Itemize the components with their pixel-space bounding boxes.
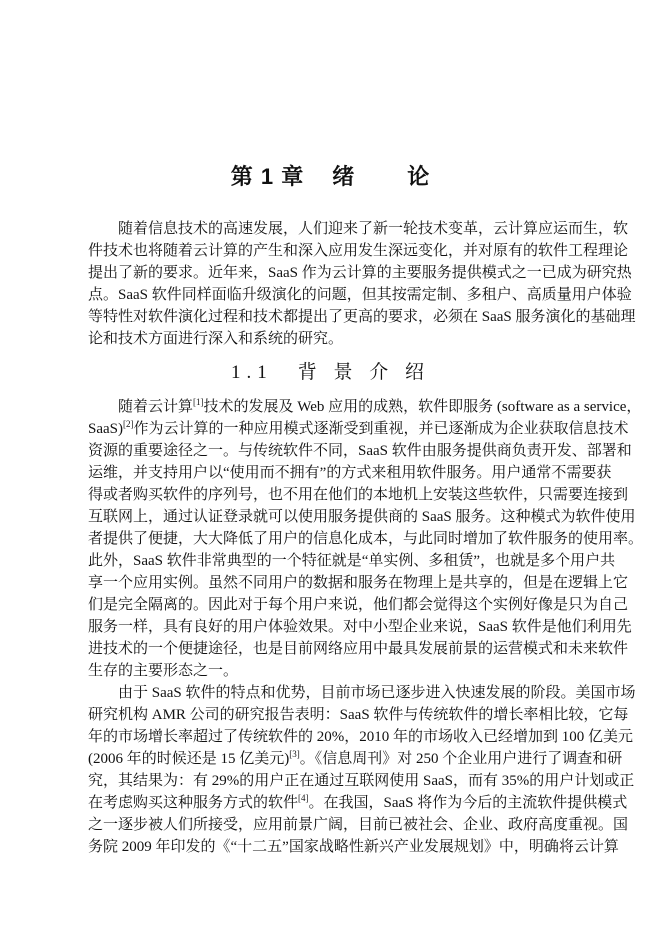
text-line — [88, 284, 632, 306]
text-line — [88, 240, 629, 262]
text-segment: 生存的主要形态之一。 — [88, 663, 239, 679]
text-line — [88, 748, 623, 770]
text-line — [88, 814, 629, 836]
paragraph-intro — [88, 218, 636, 350]
chapter-word: 绪 — [332, 164, 356, 189]
text-segment: 资源的重要途径之一。与传统软件不同，SaaS 软件由服务提供商负责开发、部署和 — [88, 443, 632, 459]
text-line — [88, 616, 632, 638]
citation-ref: [4] — [298, 793, 309, 803]
text-line — [88, 792, 628, 814]
text-line — [88, 682, 636, 704]
text-line — [88, 594, 629, 616]
text-segment: 之一逐步被人们所接受，应用前景广阔，目前已被社会、企业、政府高度重视。国 — [88, 817, 629, 833]
text-segment: 件技术也将随着云计算的产生和深入应用发生深远变化，并对原有的软件工程理论 — [88, 243, 629, 259]
text-segment: 运维，并支持用户以“使用而不拥有”的方式来租用软件服务。用户通常不需要获 — [88, 465, 612, 481]
text-line — [88, 660, 602, 682]
text-line — [88, 704, 629, 726]
text-segment: 由于 SaaS 软件的特点和优势，目前市场已逐步进入快速发展的阶段。美国市场 — [118, 685, 636, 701]
text-segment: 互联网上，通过认证登录就可以使用服务提供商的 SaaS 服务。这种模式为软件使用 — [88, 509, 636, 525]
text-line — [88, 484, 629, 506]
text-segment: 随着云计算 — [118, 399, 194, 415]
citation-ref: [2] — [123, 419, 134, 429]
text-segment: 。在我国，SaaS 将作为今后的主流软件提供模式 — [308, 795, 628, 811]
text-line — [88, 262, 632, 284]
text-segment: 提出了新的要求。近年来，SaaS 作为云计算的主要服务提供模式之一已成为研究热 — [88, 265, 632, 281]
text-line — [88, 550, 616, 572]
paragraph-market — [88, 682, 636, 858]
text-segment: 技术的发展及 Web 应用的成熟，软件即服务 (software as a service， — [203, 399, 642, 415]
text-segment: 等特性对软件演化过程和技术都提出了更高的要求，必须在 SaaS 服务演化的基础理 — [88, 309, 636, 325]
text-segment: 年的市场增长率超过了传统软件的 20%，2010 年的市场收入已经增加到 100 亿美元 — [88, 729, 633, 745]
text-segment: 得或者购买软件的序列号，也不用在他们的本地机上安装这些软件，只需要连接到 — [88, 487, 629, 503]
text-line — [88, 528, 644, 550]
text-segment: 服务一样，具有良好的用户体验效果。对中小型企业来说，SaaS 软件是他们利用先 — [88, 619, 632, 635]
text-segment: 进技术的一个便捷途径，也是目前网络应用中最具发展前景的运营模式和未来软件 — [88, 641, 629, 657]
text-line — [88, 462, 612, 484]
text-segment: 此外，SaaS 软件非常典型的一个特征就是“单实例、多租赁”，也就是多个用户共 — [88, 553, 616, 569]
text-segment: (2006 年的时候还是 15 亿美元) — [88, 751, 290, 767]
text-segment: 者提供了便捷，大大降低了用户的信息化成本，与此同时增加了软件服务的使用率。 — [88, 531, 644, 547]
text-segment: 务院 2009 年印发的《“十二五”国家战略性新兴产业发展规划》中，明确将云计算 — [88, 839, 619, 855]
text-segment: 作为云计算的一种应用模式逐渐受到重视，并已逐渐成为企业获取信息技术 — [133, 421, 629, 437]
text-segment: 随着信息技术的高速发展，人们迎来了新一轮技术变革，云计算应运而生，软 — [118, 221, 629, 237]
text-line — [88, 638, 629, 660]
citation-ref: [3] — [289, 749, 300, 759]
text-segment: 论和技术方面进行深入和系统的研究。 — [88, 331, 344, 347]
text-line — [88, 306, 636, 328]
text-line — [88, 572, 629, 594]
text-line — [88, 396, 642, 418]
text-segment: 究，其结果为：有 29%的用户正在通过互联网使用 SaaS，而有 35%的用户计划或正 — [88, 773, 635, 789]
text-line — [88, 506, 636, 528]
citation-ref: [1] — [193, 397, 204, 407]
text-segment: 享一个应用实例。虽然不同用户的数据和服务在物理上是共享的，但是在逻辑上它 — [88, 575, 629, 591]
chapter-title — [0, 160, 661, 191]
text-line — [88, 218, 629, 240]
chapter-number: 第 1 章 — [230, 164, 305, 189]
paragraph-background — [88, 396, 644, 682]
chapter-word: 论 — [407, 164, 431, 189]
text-line — [88, 418, 629, 440]
text-segment: 。《信息周刊》对 250 个企业用户进行了调查和研 — [299, 751, 623, 767]
text-line — [88, 836, 619, 858]
text-segment: 们是完全隔离的。因此对于每个用户来说，他们都会觉得这个实例好像是只为自己 — [88, 597, 629, 613]
text-segment: 点。SaaS 软件同样面临升级演化的问题，但其按需定制、多租户、高质量用户体验 — [88, 287, 632, 303]
text-segment: 研究机构 AMR 公司的研究报告表明：SaaS 软件与传统软件的增长率相比较，它每 — [88, 707, 629, 723]
text-line — [88, 440, 632, 462]
text-line — [88, 770, 635, 792]
text-line — [88, 328, 602, 350]
body-text — [88, 218, 644, 858]
section-heading: 1.1 背 景 介 绍 — [230, 362, 430, 383]
text-segment: SaaS) — [88, 421, 123, 437]
text-line — [88, 726, 633, 748]
text-segment: 在考虑购买这种服务方式的软件 — [88, 795, 299, 811]
